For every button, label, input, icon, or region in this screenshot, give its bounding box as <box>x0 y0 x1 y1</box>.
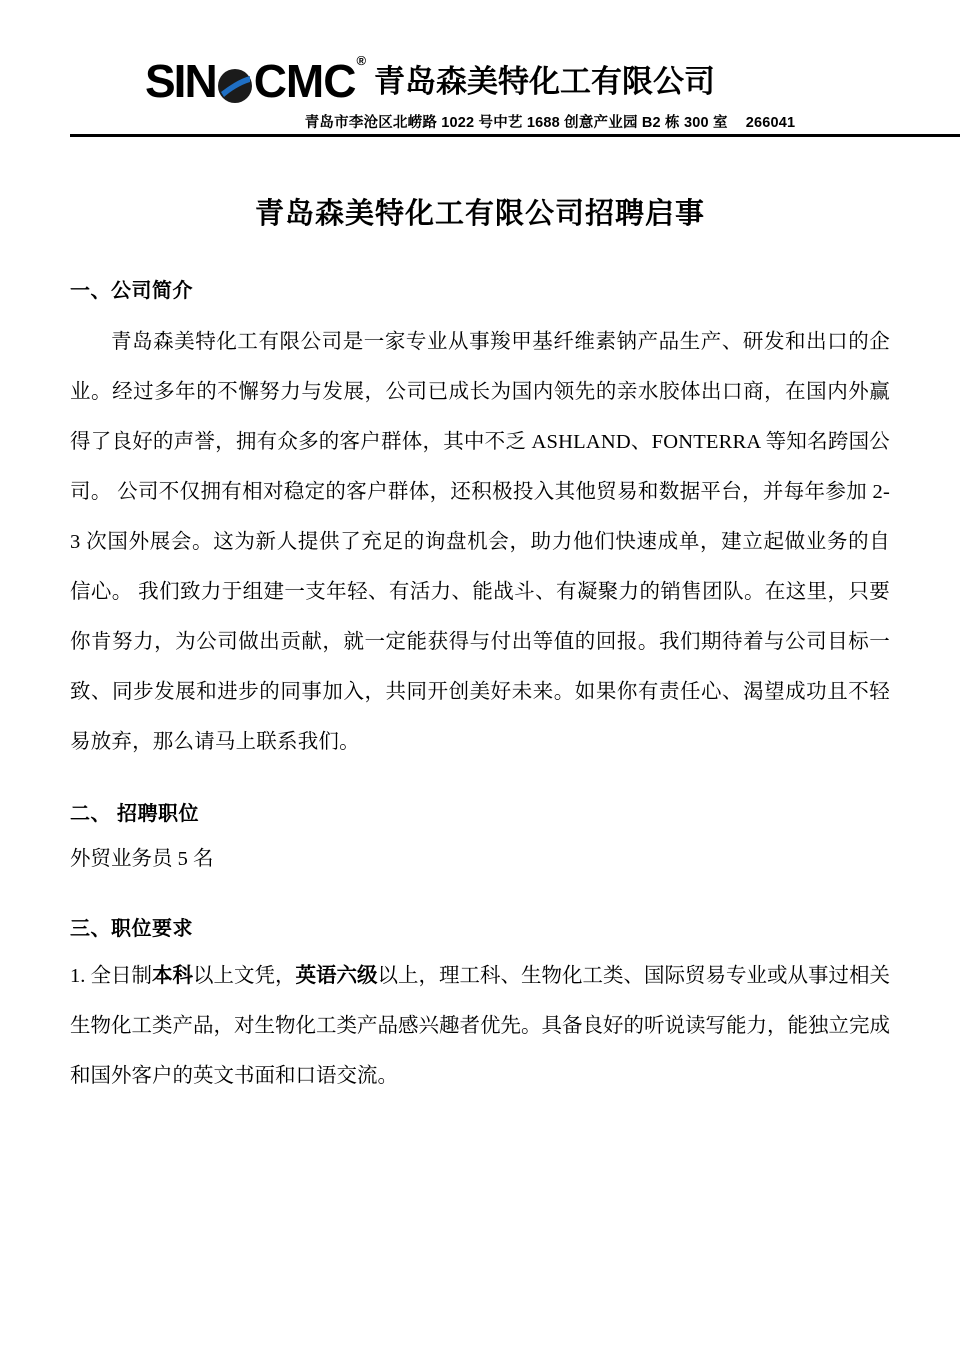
requirement-number: 1. <box>70 965 86 987</box>
section-heading-requirements: 三、职位要求 <box>70 918 193 940</box>
requirement-bold-english: 英语六级 <box>295 965 378 987</box>
address-text: 青岛市李沧区北崂路 1022 号中艺 1688 创意产业园 B2 栋 300 室 <box>304 115 728 131</box>
logo-text-sin: SIN <box>145 55 216 107</box>
requirement-item <box>70 951 890 1101</box>
company-intro-paragraph: 青岛森美特化工有限公司是一家专业从事羧甲基纤维素钠产品生产、研发和出口的企业。经过多年的不懈努力与发展，公司已成长为国内领先的亲水胶体出口商，在国内外赢得了良好的声誉，拥有众多的客户群体，其中不乏 ASHLAND、FONTERRA 等知名跨国公司。 公司不仅拥有相对稳定的客户群体，还积极投入其他贸易和数据平台，并每年参加 2-3 次国外展会。这为新人提供了充足的询盘机会，助力他们快速成单，建立起做业务的自信心。 我们致力于组建一支年轻、有活力、能战斗、有凝聚力的销售团队。在这里，只要你肯努力，为公司做出贡献，就一定能获得与付出等值的回报。我们期待着与公司目标一致、同步发展和进步的同事加入，共同开创美好未来。如果你有责任心、渴望成功且不轻易放弃，那么请马上联系我们。 <box>70 331 890 753</box>
swoosh-icon <box>217 65 253 101</box>
postal-code: 266041 <box>745 115 796 131</box>
requirement-text-middle: 以上文凭， <box>193 965 296 987</box>
logo-company-name-cn: 青岛森美特化工有限公司 <box>374 64 716 99</box>
requirement-text-before: 全日制 <box>90 965 152 987</box>
section-heading-positions: 二、 招聘职位 <box>70 803 200 825</box>
section-heading-company-intro: 一、公司简介 <box>70 280 193 302</box>
position-line: 外贸业务员 5 名 <box>70 848 214 870</box>
requirement-bold-degree: 本科 <box>152 965 193 987</box>
company-address <box>145 111 955 132</box>
letterhead <box>70 46 960 137</box>
company-logo <box>145 46 955 107</box>
logo-wordmark <box>145 53 366 107</box>
page-title: 青岛森美特化工有限公司招聘启事 <box>254 198 705 230</box>
logo-text-cmc: CMC <box>253 55 356 107</box>
registered-trademark-icon: ® <box>356 53 366 68</box>
requirement-text-after: 以上，理工科、生物化工类、国际贸易专业或从事过相关生物化工类产品，对生物化工类产品感兴趣者优先。具备良好的听说读写能力，能独立完成和国外客户的英文书面和口语交流。 <box>70 965 890 1087</box>
